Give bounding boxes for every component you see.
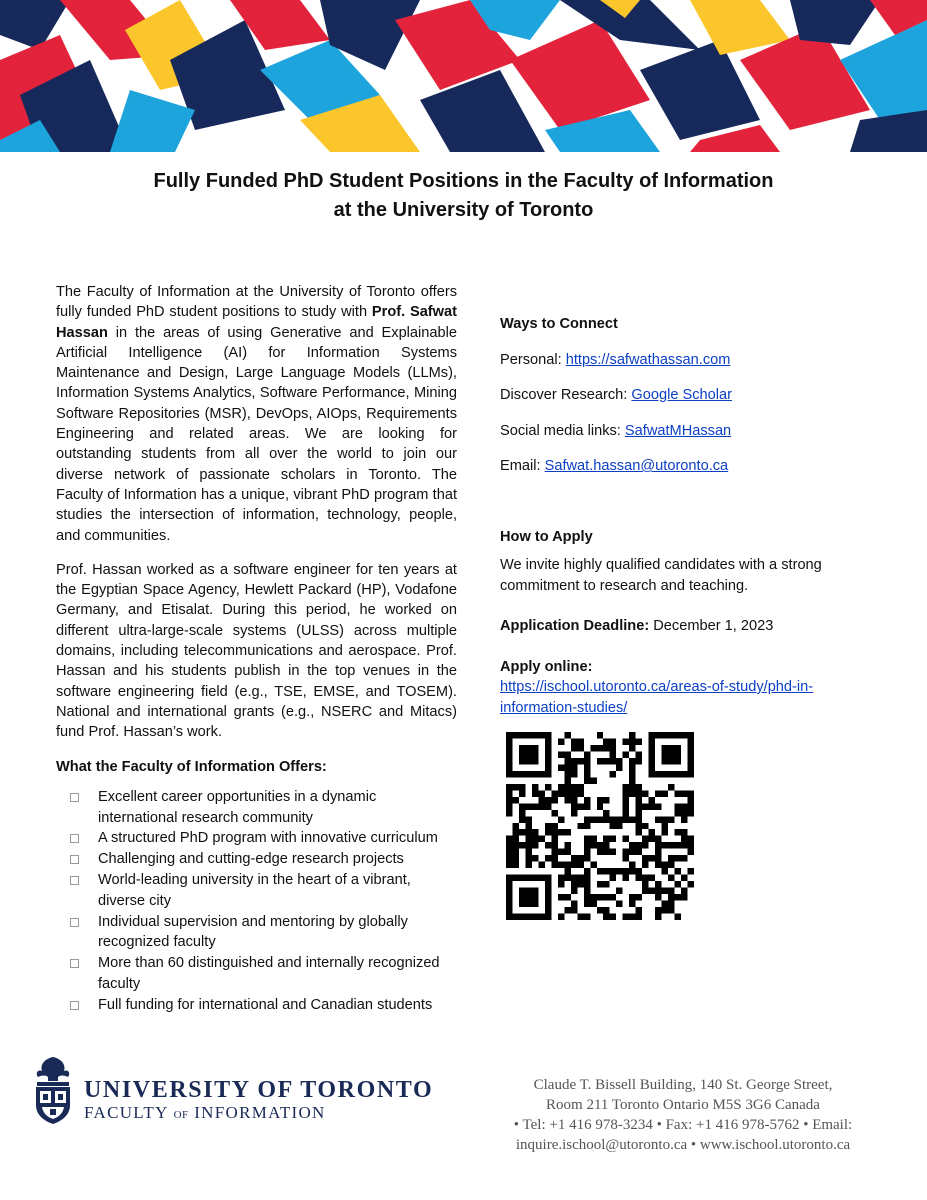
- checkbox-icon: [70, 1001, 79, 1010]
- intro-text-2: in the areas of using Generative and Explainable Artificial Intelligence (AI) for Information Systems Maintenance and Design, Large Language Models (LLMs), Information Systems Analytics, Software Performance, Mining Software Repositories (MSR), DevOps, AIOps, Requirements Engineering and related areas. We are looking for outstanding students from all over the world to join our diverse network of passionate scholars in Toronto. The Faculty of Information has a unique, vibrant PhD program that studies the intersection of information, technology, people, and communities.: [56, 324, 457, 544]
- decorative-banner: [0, 0, 927, 152]
- page-title: [0, 167, 927, 225]
- offers-list: [56, 787, 457, 1016]
- deadline-value: December 1, 2023: [649, 618, 774, 634]
- title-line-1: Fully Funded PhD Student Positions in the Faculty of Information: [153, 170, 774, 192]
- offers-list-item: [56, 787, 457, 829]
- offers-item-text: More than 60 distinguished and internally recognized faculty: [98, 955, 440, 992]
- checkbox-icon: [70, 793, 79, 802]
- qr-code: [506, 732, 694, 920]
- crest-icon: [30, 1055, 76, 1125]
- title-line-2: at the University of Toronto: [333, 199, 594, 221]
- deadline-label: Application Deadline:: [500, 618, 650, 634]
- checkbox-icon: [70, 959, 79, 968]
- offers-item-text: Individual supervision and mentoring by globally recognized faculty: [98, 913, 408, 951]
- offers-list-item: [56, 912, 457, 954]
- social-row: [500, 421, 880, 442]
- personal-label: Personal:: [500, 351, 566, 368]
- offers-list-item: [56, 828, 457, 849]
- address-line-3: • Tel: +1 416 978-3234 • Fax: +1 416 978-5762 • Email:: [513, 1117, 853, 1133]
- offers-list-item: [56, 870, 457, 912]
- email-row: [500, 456, 880, 477]
- apply-online-link[interactable]: https://ischool.utoronto.ca/areas-of-study/phd-in- information-studies/: [500, 679, 814, 716]
- offers-item-text: Challenging and cutting-edge research projects: [98, 851, 404, 868]
- left-column: [56, 282, 457, 1016]
- personal-row: [500, 350, 880, 371]
- university-name: UNIVERSITY OF TORONTO: [84, 1077, 434, 1103]
- offers-item-text: Full funding for international and Canadian students: [98, 996, 433, 1013]
- offers-item-text: World-leading university in the heart of a vibrant, diverse city: [98, 872, 411, 909]
- address-line-1: Claude T. Bissell Building, 140 St. George Street,: [533, 1077, 833, 1093]
- intro-text-1: The Faculty of Information at the University of Toronto offers fully funded PhD student positions to study with: [56, 284, 457, 321]
- offers-item-text: A structured PhD program with innovative curriculum: [98, 830, 438, 847]
- offers-list-item: [56, 849, 457, 870]
- google-scholar-link[interactable]: Google Scholar: [631, 387, 732, 403]
- intro-paragraph: [56, 282, 457, 546]
- right-column: [500, 314, 880, 718]
- professor-name: Prof. Safwat Hassan: [56, 304, 457, 341]
- email-link[interactable]: Safwat.hassan@utoronto.ca: [544, 458, 729, 474]
- apply-online-label: Apply online:: [500, 658, 593, 675]
- footer-address: [470, 1075, 896, 1155]
- checkbox-icon: [70, 876, 79, 885]
- deadline-row: [500, 616, 880, 637]
- checkbox-icon: [70, 855, 79, 864]
- offers-heading: What the Faculty of Information Offers:: [56, 758, 327, 775]
- address-line-2: Room 211 Toronto Ontario M5S 3G6 Canada: [546, 1097, 820, 1113]
- bio-paragraph: Prof. Hassan worked as a software engineer for ten years at the Egyptian Space Agency, Hewlett Packard (HP), Vodafone Germany, and Etisalat. During this period, he worked on different ultra-large-scale systems (ULSS) across multiple domains, including telecommunications and aerospace. Prof. Hassan and his students publish in the top venues in the software engineering field (e.g., TSE, EMSE, and TOSEM). National and international grants (e.g., NSERC and Mitacs) fund Prof. Hassan’s work.: [56, 561, 457, 741]
- offers-list-item: [56, 995, 457, 1016]
- social-link[interactable]: SafwatMHassan: [624, 422, 732, 439]
- research-label: Discover Research:: [500, 387, 632, 403]
- email-label: Email:: [500, 458, 545, 474]
- checkbox-icon: [70, 918, 79, 927]
- research-row: [500, 385, 880, 406]
- connect-heading: Ways to Connect: [500, 316, 618, 332]
- offers-list-item: [56, 953, 457, 995]
- checkbox-icon: [70, 834, 79, 843]
- apply-heading: How to Apply: [500, 528, 593, 545]
- personal-link[interactable]: https://safwathassan.com: [565, 351, 731, 368]
- offers-item-text: Excellent career opportunities in a dynamic international research community: [98, 788, 377, 826]
- faculty-name: FACULTY OF INFORMATION: [84, 1103, 326, 1122]
- address-line-4: inquire.ischool@utoronto.ca • www.ischool.utoronto.ca: [515, 1137, 851, 1153]
- university-logo: [30, 1055, 460, 1125]
- apply-online-row: [500, 677, 880, 718]
- social-label: Social media links:: [500, 422, 625, 439]
- apply-text: We invite highly qualified candidates with a strong commitment to research and teaching.: [500, 557, 822, 594]
